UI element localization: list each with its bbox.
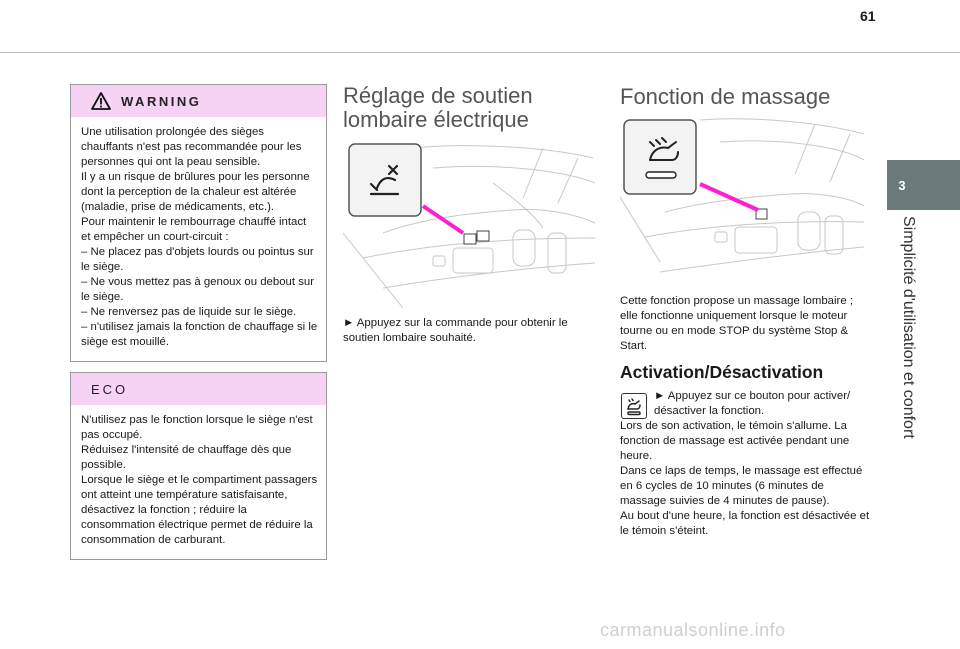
watermark: carmanualsonline.info [600, 620, 786, 640]
chapter-tab [917, 160, 960, 210]
eco-box [70, 372, 327, 560]
warning-paragraph: Il y a un risque de brûlures pour les personne dont la perception de la chaleur est altérée (maladie, prise de médicaments, etc.). [81, 171, 310, 213]
warning-triangle-icon [91, 92, 111, 110]
warning-header [71, 85, 326, 117]
massage-intro: Cette fonction propose un massage lombaire ; elle fonctionne uniquement lorsque le moteur tourne ou en mode STOP du système Stop & Start. [620, 295, 854, 352]
warning-list-item: – Ne renversez pas de liquide sur le siège. [81, 306, 297, 318]
lumbar-title-line1: Réglage de soutien [343, 83, 533, 108]
lumbar-seat-illustration [343, 138, 598, 308]
activation-heading: Activation/Désactivation [620, 362, 824, 382]
warning-paragraph: Une utilisation prolongée des sièges chauffants n'est pas recommandée pour les personnes qui ont la peau sensible. [81, 126, 302, 168]
warning-title: WARNING [121, 93, 202, 109]
chapter-tab-number[interactable]: 3 [887, 160, 917, 210]
eco-paragraph: Lorsque le siège et le compartiment passagers ont atteint une température satisfaisante, désactivez la fonction ; réduire la consommation électrique permet de réduire la consommation de carburant. [81, 474, 318, 546]
massage-step-line2: désactiver la fonction. [654, 405, 765, 417]
eco-header [71, 373, 326, 405]
eco-paragraph: N'utilisez pas le fonction lorsque le siège n'est pas occupé. [81, 414, 313, 441]
warning-body [71, 117, 326, 356]
eco-paragraph: Réduisez l'intensité de chauffage dès que possible. [81, 444, 292, 471]
warning-list-item: – n'utilisez jamais la fonction de chauffage si le siège est mouillé. [81, 321, 318, 348]
chapter-title: Simplicité d'utilisation et confort [900, 216, 917, 439]
massage-details [620, 419, 872, 539]
massage-paragraph: Lors de son activation, le témoin s'allume. La fonction de massage est activée pendant une heure. [620, 420, 850, 462]
lumbar-section-title [343, 84, 593, 132]
lumbar-title-line2: lombaire électrique [343, 107, 529, 132]
top-divider [0, 52, 960, 53]
page-number: 61 [860, 8, 876, 24]
warning-paragraph: Pour maintenir le rembourrage chauffé intact et empêcher un court-circuit : [81, 216, 307, 243]
massage-section-title: Fonction de massage [620, 84, 831, 109]
massage-seat-icon [622, 394, 646, 418]
massage-seat-illustration [620, 112, 865, 284]
warning-box [70, 84, 327, 362]
massage-step-line1: ► Appuyez sur ce bouton pour activer/ [654, 390, 851, 402]
warning-list-item: – Ne placez pas d'objets lourds ou pointus sur le siège. [81, 246, 314, 273]
massage-paragraph: Dans ce laps de temps, le massage est effectué en 6 cycles de 10 minutes (6 minutes de massage suivies de 4 minutes de pause). [620, 465, 863, 507]
lumbar-instruction: ► Appuyez sur la commande pour obtenir le soutien lombaire souhaité. [343, 317, 568, 344]
eco-body [71, 405, 326, 554]
massage-paragraph: Au bout d'une heure, la fonction est désactivée et le témoin s'éteint. [620, 510, 870, 537]
massage-button-icon[interactable] [621, 393, 647, 419]
eco-title: ECO [91, 381, 129, 397]
warning-list-item: – Ne vous mettez pas à genoux ou debout sur le siège. [81, 276, 315, 303]
massage-step [654, 389, 874, 419]
